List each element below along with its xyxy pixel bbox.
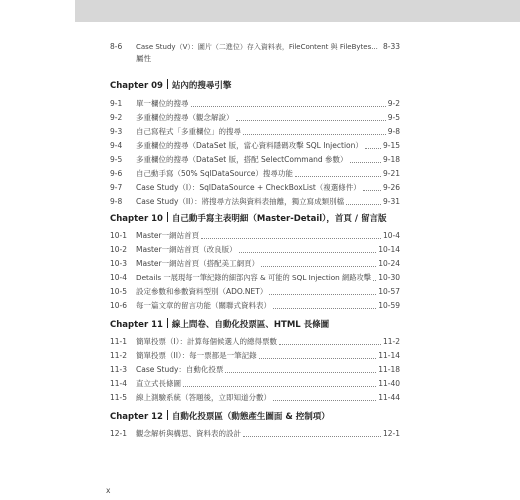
- entry-number: 9-7: [110, 183, 123, 192]
- entry-number: 11-4: [110, 379, 128, 388]
- dot-leader: [365, 148, 381, 149]
- entry-page: 11-18: [378, 365, 400, 374]
- toc-entry: [110, 335, 400, 349]
- entry-title-continued: 屬性: [136, 54, 151, 63]
- entry-number: 11-3: [110, 365, 128, 374]
- entry-title: 設定參數和參數資料型別（ADO.NET）: [136, 287, 268, 296]
- entry-page: 10-24: [378, 259, 400, 268]
- entry-page: 9-26: [382, 183, 400, 192]
- dot-leader: [273, 400, 376, 401]
- dot-leader: [279, 344, 381, 345]
- entry-number: 11-2: [110, 351, 128, 360]
- entry-number: 9-5: [110, 155, 123, 164]
- chapter-heading: [110, 212, 386, 226]
- dot-leader: [350, 162, 381, 163]
- dot-leader: [239, 252, 376, 253]
- toc-entry: [110, 391, 400, 405]
- dot-leader: [259, 358, 376, 359]
- chapter-title: 線上問卷、自動化投票區、HTML 長條圖: [171, 320, 330, 330]
- dot-leader: [346, 204, 381, 205]
- chapter-label: Chapter 09: [110, 81, 163, 91]
- header-bar: [75, 0, 520, 22]
- dot-leader: [183, 386, 376, 387]
- page-number: x: [106, 486, 111, 495]
- entry-page: 11-14: [378, 351, 400, 360]
- dot-leader: [261, 266, 376, 267]
- entry-page: 9-31: [382, 197, 400, 206]
- entry-title: 觀念解析與構思、資料表的設計: [136, 429, 241, 438]
- entry-number: 11-5: [110, 393, 128, 402]
- entry-number: 9-6: [110, 169, 123, 178]
- dot-leader: [243, 436, 381, 437]
- entry-page: 9-8: [387, 127, 400, 136]
- entry-title: 簡單投票（II）：每一票都是一筆記錄: [136, 351, 257, 360]
- chapter-divider: [167, 410, 168, 420]
- chapter-label: Chapter 11: [110, 320, 163, 330]
- entry-number: 10-3: [110, 259, 128, 268]
- chapter-label: Chapter 12: [110, 412, 163, 422]
- entry-page: 11-44: [378, 393, 400, 402]
- entry-number: 10-5: [110, 287, 128, 296]
- toc-entry: [110, 271, 400, 285]
- entry-title: 線上測驗系統（答題後，立即知道分數）: [136, 393, 271, 402]
- toc-entry: [110, 40, 400, 66]
- toc-entry: [110, 229, 400, 243]
- chapter-divider: [167, 79, 168, 89]
- entry-page: 10-57: [378, 287, 400, 296]
- chapter-divider: [167, 318, 168, 328]
- entry-number: 10-4: [110, 273, 128, 282]
- entry-page: 11-2: [382, 337, 400, 346]
- dot-leader: [191, 106, 386, 107]
- entry-page: 9-2: [387, 99, 400, 108]
- toc-entry: [110, 125, 400, 139]
- entry-title: 單一欄位的搜尋: [136, 99, 189, 108]
- entry-title: Case Study（V）：圖片（二進位）存入資料表，FileContent 與 FileBytes...: [136, 43, 378, 51]
- toc-entry: [110, 97, 400, 111]
- dot-leader: [225, 372, 376, 373]
- entry-number: 9-3: [110, 127, 123, 136]
- chapter-heading: [110, 79, 231, 93]
- entry-number: 9-4: [110, 141, 123, 150]
- entry-number: 9-8: [110, 197, 123, 206]
- entry-title: Master一網站首頁（改良版）: [136, 245, 237, 254]
- toc-entry: [110, 349, 400, 363]
- toc-entry: [110, 427, 400, 441]
- dot-leader: [201, 238, 381, 239]
- entry-title: 多重欄位的搜尋（觀念解說）: [136, 113, 234, 122]
- entry-number: 9-1: [110, 99, 123, 108]
- entry-title: 多重欄位的搜尋（DataSet 版，搭配 SelectCommand 參數）: [136, 155, 348, 164]
- chapter-label: Chapter 10: [110, 214, 163, 224]
- dot-leader: [373, 280, 376, 281]
- dot-leader: [243, 134, 386, 135]
- entry-number: 8-6: [110, 42, 123, 51]
- toc-entry: [110, 139, 400, 153]
- entry-page: 9-5: [387, 113, 400, 122]
- chapter-title: 站內的搜尋引擎: [171, 81, 232, 91]
- toc-entry: [110, 111, 400, 125]
- toc-entry: [110, 257, 400, 271]
- entry-title: 簡單投票（I）：計算每個候選人的總得票數: [136, 337, 277, 346]
- entry-title: Case Study（I）：SqlDataSource + CheckBoxList（複選條件）: [136, 183, 361, 192]
- entry-number: 10-6: [110, 301, 128, 310]
- dot-leader: [269, 294, 376, 295]
- entry-page: 9-21: [382, 169, 400, 178]
- entry-number: 11-1: [110, 337, 128, 346]
- toc-entry: [110, 299, 400, 313]
- toc-entry: [110, 195, 400, 209]
- entry-page: 10-30: [378, 273, 400, 282]
- entry-page: 10-14: [378, 245, 400, 254]
- entry-page: 11-40: [378, 379, 400, 388]
- toc-entry: [110, 363, 400, 377]
- chapter-heading: [110, 410, 330, 424]
- entry-title: Details 一展現每一筆紀錄的細部內容 & 可能的 SQL Injection 網路攻擊: [136, 273, 372, 282]
- dot-leader: [295, 176, 381, 177]
- dot-leader: [236, 120, 386, 121]
- chapter-heading: [110, 318, 329, 332]
- entry-title: 直立式長條圖: [136, 379, 181, 388]
- entry-title: 每一篇文章的留言功能（關聯式資料表）: [136, 301, 271, 310]
- toc-entry: [110, 377, 400, 391]
- entry-number: 12-1: [110, 429, 128, 438]
- entry-page: 9-18: [382, 155, 400, 164]
- toc-entry: [110, 153, 400, 167]
- entry-page: 9-15: [382, 141, 400, 150]
- chapter-title: 自動化投票區（動態產生圖面 & 控制項）: [171, 412, 330, 422]
- dot-leader: [273, 308, 376, 309]
- entry-title: 自己寫程式「多重欄位」的搜尋: [136, 127, 241, 136]
- chapter-divider: [167, 212, 168, 222]
- entry-title: 自己動手寫（50% SqlDataSource）搜尋功能: [136, 169, 293, 178]
- entry-page: 8-33: [382, 42, 400, 51]
- entry-number: 10-2: [110, 245, 128, 254]
- entry-number: 9-2: [110, 113, 123, 122]
- entry-title: Case Study（II）：將搜尋方法與資料表抽離，獨立寫成類別檔: [136, 197, 345, 206]
- toc-entry: [110, 285, 400, 299]
- entry-title: Case Study：自動化投票: [136, 365, 224, 374]
- toc-entry: [110, 167, 400, 181]
- entry-title: Master一網站首頁: [136, 231, 200, 240]
- toc-entry: [110, 243, 400, 257]
- chapter-title: 自己動手寫主表明細（Master-Detail），首頁 / 留言版: [171, 214, 387, 224]
- entry-title: Master一網站首頁（搭配美工網頁）: [136, 259, 260, 268]
- entry-page: 12-1: [382, 429, 400, 438]
- entry-number: 10-1: [110, 231, 128, 240]
- entry-page: 10-4: [382, 231, 400, 240]
- entry-title: 多重欄位的搜尋（DataSet 版，當心資料隱碼攻擊 SQL Injection）: [136, 141, 363, 150]
- dot-leader: [363, 190, 381, 191]
- toc-entry: [110, 181, 400, 195]
- entry-page: 10-59: [378, 301, 400, 310]
